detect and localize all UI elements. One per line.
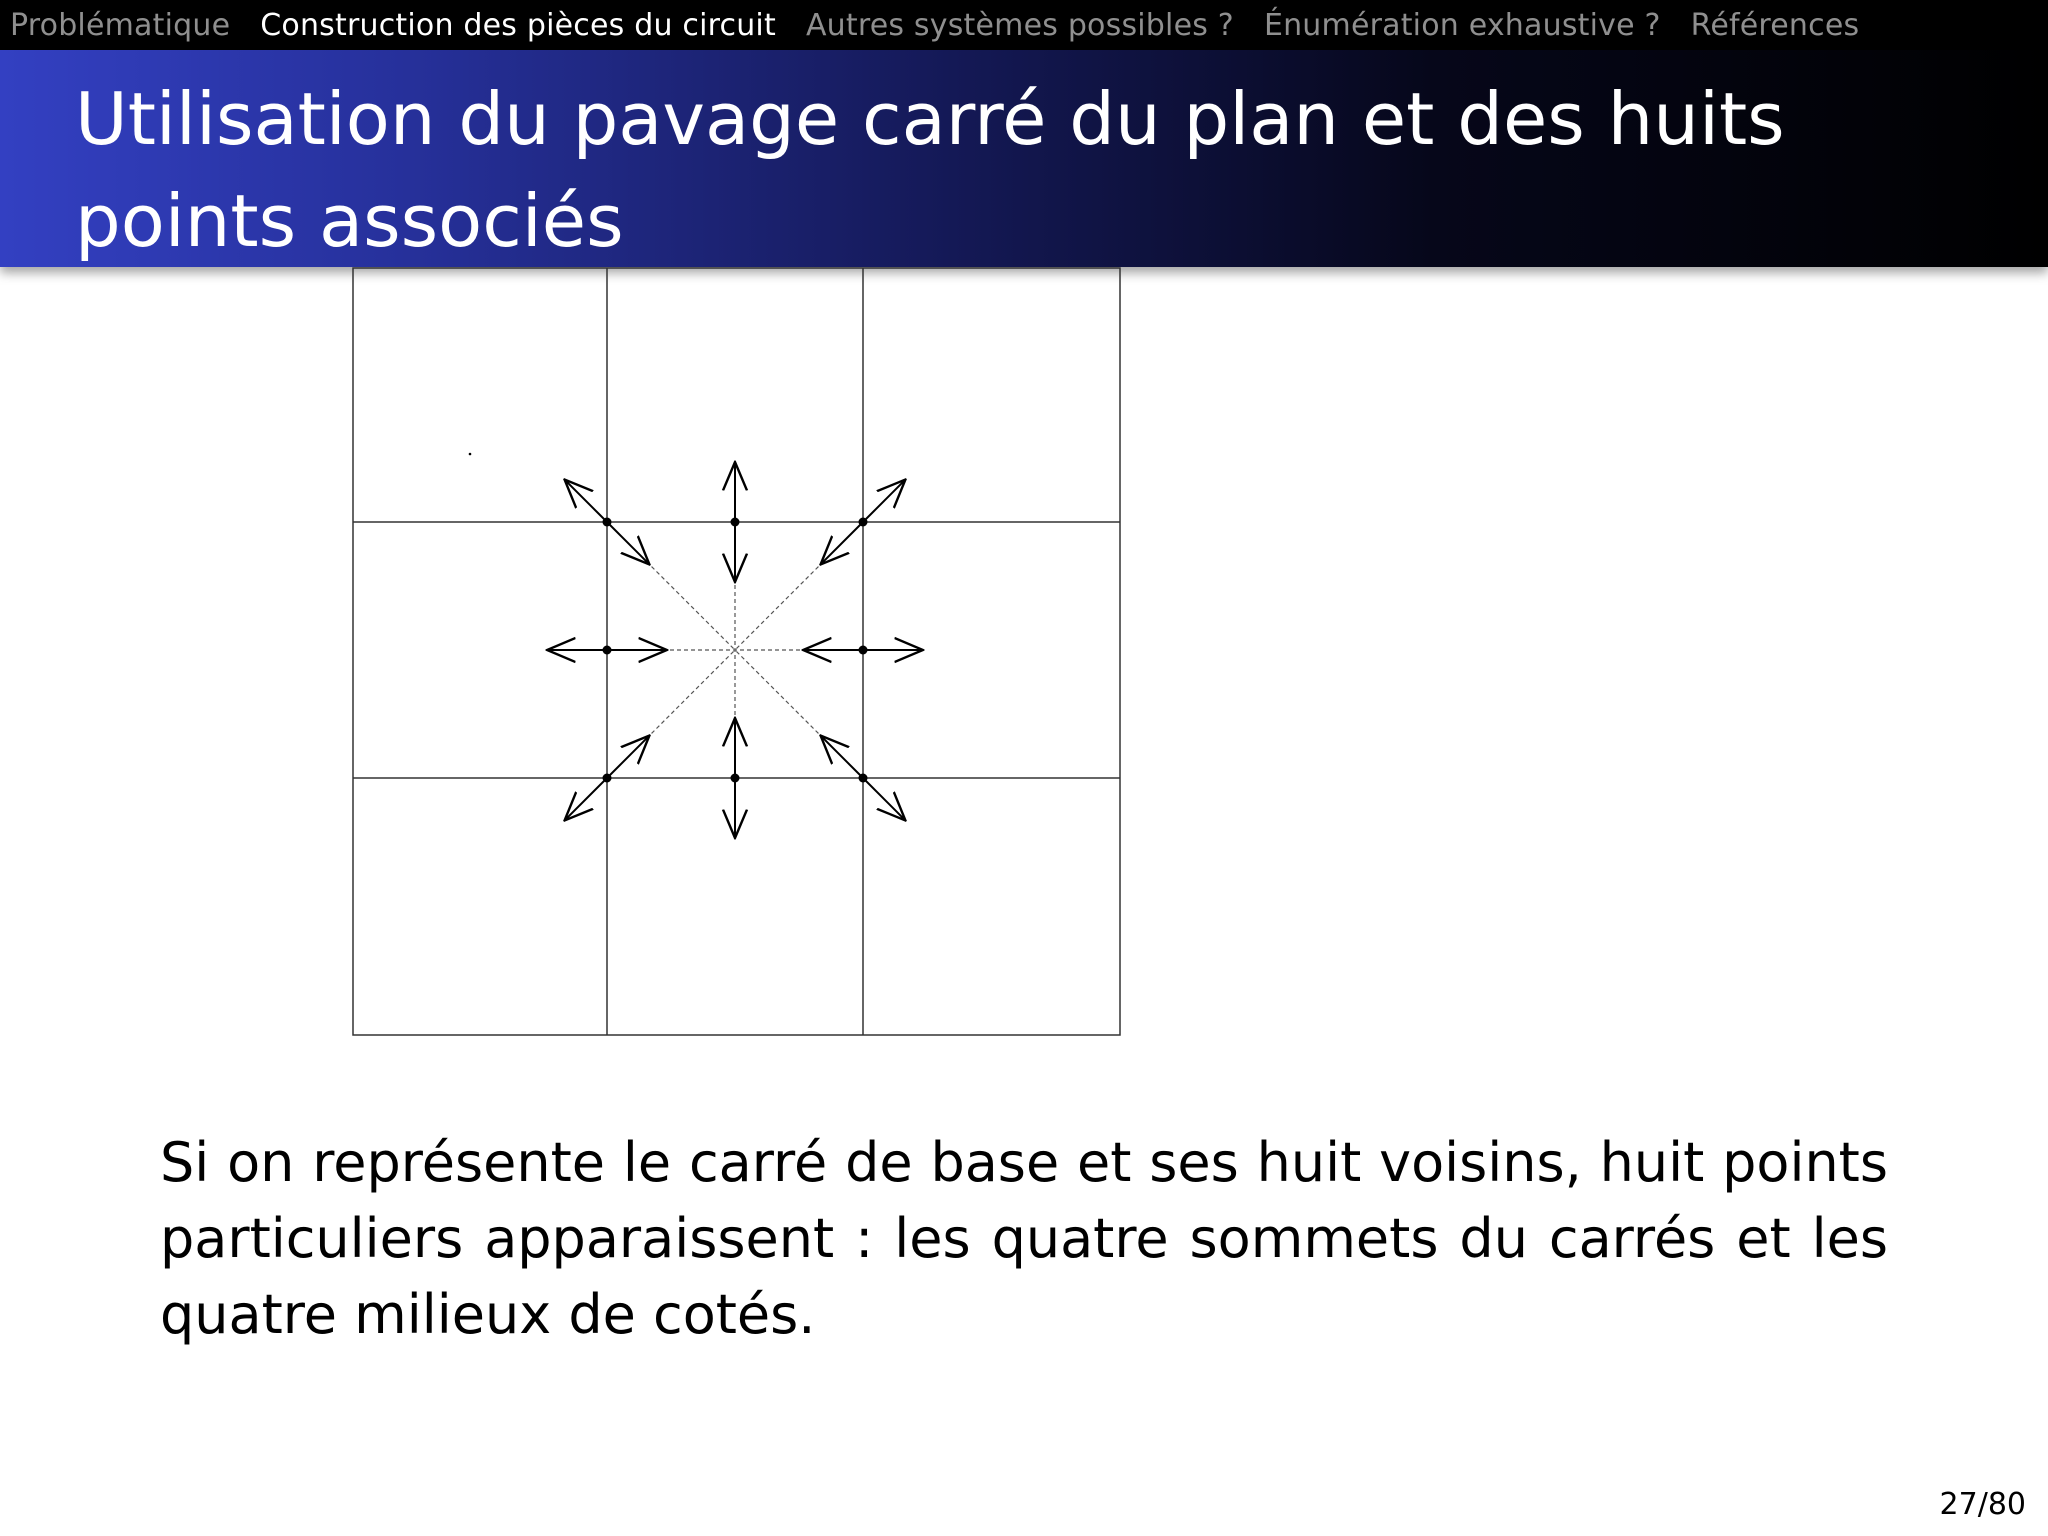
nav-item-construction[interactable]: Construction des pièces du circuit — [260, 7, 776, 43]
page-number: 27/80 — [1939, 1487, 2026, 1522]
square-tiling-diagram — [350, 265, 1130, 1045]
arrow-in-bottom-right — [821, 736, 863, 778]
nav-item-autres-systemes[interactable]: Autres systèmes possibles ? — [805, 7, 1234, 43]
point-bottom — [731, 774, 740, 783]
arrow-out-top-right — [863, 480, 905, 522]
arrow-out-bottom-right — [863, 778, 905, 820]
title-bar — [0, 50, 2048, 267]
point-top-left — [603, 518, 612, 527]
point-top-right — [859, 518, 868, 527]
nav-item-problematique[interactable]: Problématique — [10, 7, 231, 43]
arrow-in-top-right — [821, 522, 863, 564]
arrow-in-bottom-left — [607, 736, 649, 778]
point-left — [603, 646, 612, 655]
section-navigation — [0, 0, 2048, 50]
arrow-out-top-left — [565, 480, 607, 522]
point-bottom-left — [603, 774, 612, 783]
arrow-in-top-left — [607, 522, 649, 564]
arrow-out-bottom-left — [565, 778, 607, 820]
nav-item-references[interactable]: Références — [1690, 7, 1860, 43]
point-bottom-right — [859, 774, 868, 783]
slide-title: Utilisation du pavage carré du plan et des huits points associés — [75, 77, 1785, 263]
stray-dot — [469, 453, 472, 456]
nav-item-enumeration[interactable]: Énumération exhaustive ? — [1263, 7, 1661, 43]
slide-body-text: Si on représente le carré de base et ses huit voisins, huit points particuliers apparaissent : les quatre sommets du carrés et les quatre milieux de cotés. — [160, 1131, 1888, 1346]
point-top — [731, 518, 740, 527]
point-right — [859, 646, 868, 655]
